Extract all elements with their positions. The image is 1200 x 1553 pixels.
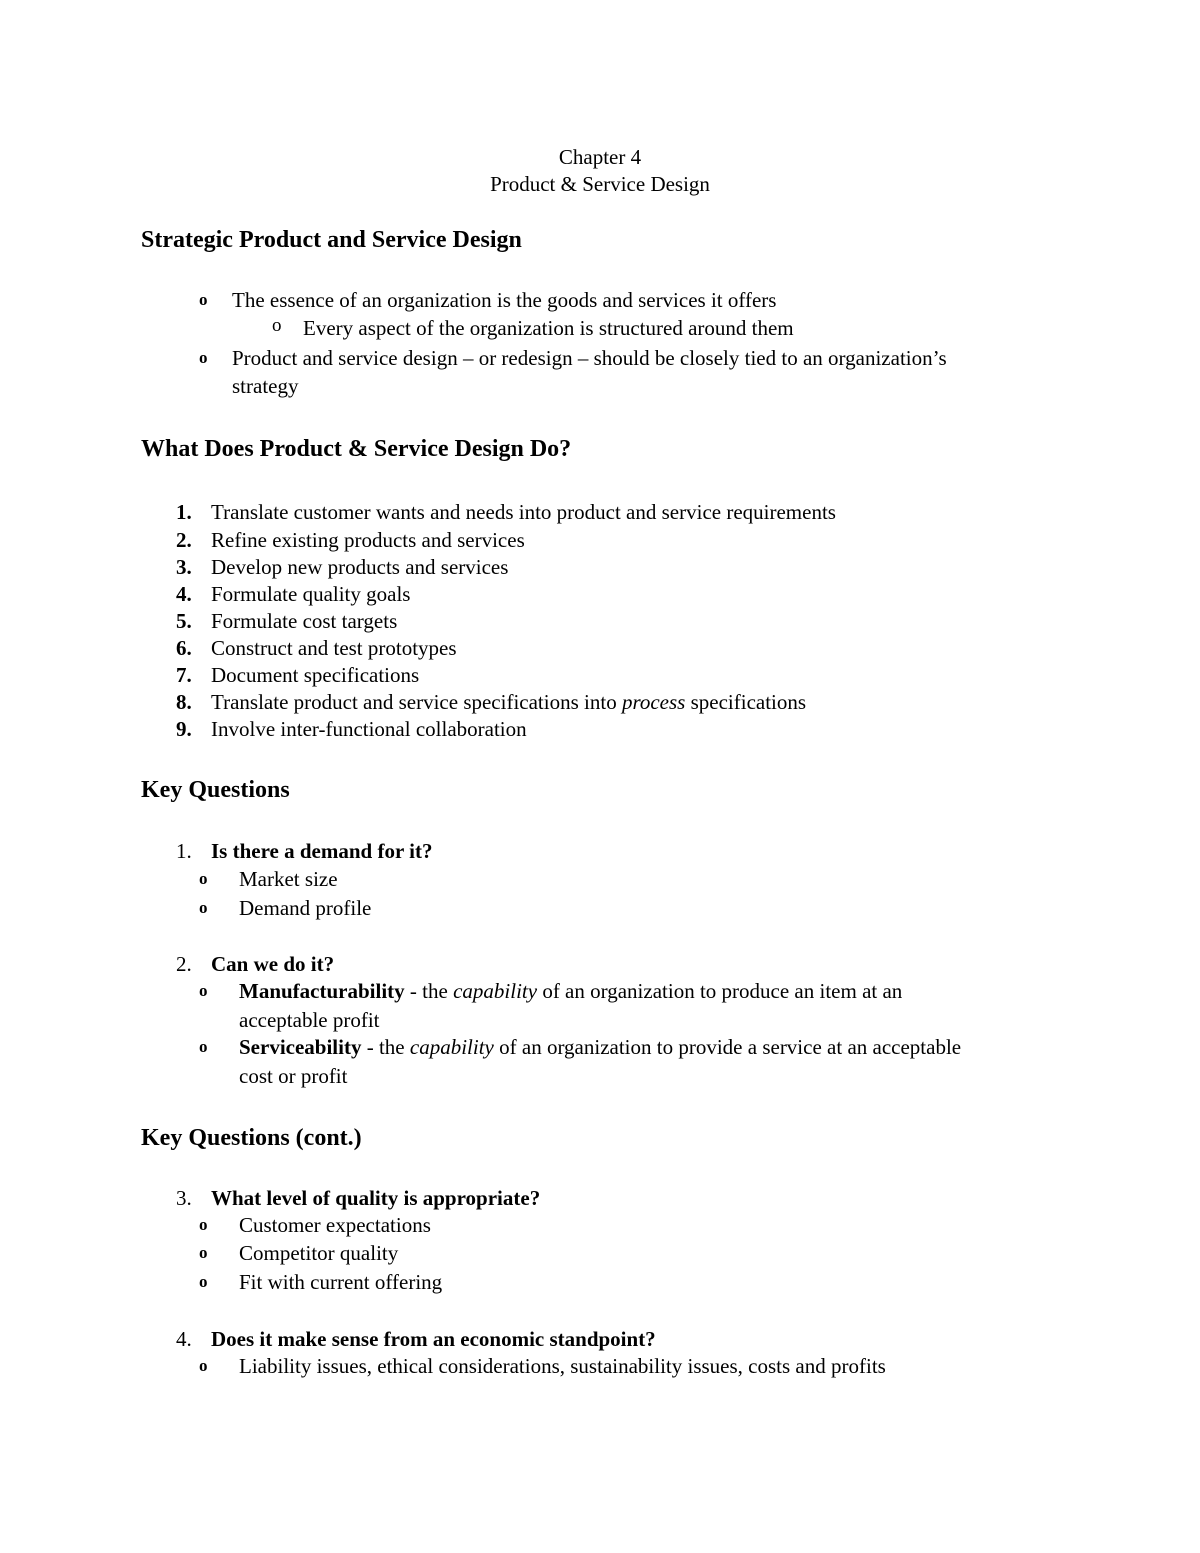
bullet-marker: o [199,1272,208,1291]
bullet-marker: o [199,1037,208,1056]
list-item: Develop new products and services [211,555,509,579]
emphasis-text: process [621,690,686,714]
term-text: Manufacturability [239,979,405,1003]
list-item: Translate customer wants and needs into product and service requirements [211,500,836,524]
list-number: 2. [176,528,192,552]
bullet-marker: o [199,290,208,309]
question-text: Can we do it? [211,952,335,976]
list-item: Construct and test prototypes [211,636,457,660]
list-number: 7. [176,663,192,687]
list-number: 3. [176,555,192,579]
question-number: 1. [176,839,192,863]
list-item: Competitor quality [239,1241,399,1265]
text-run: - the [361,1035,410,1059]
list-item: Fit with current offering [239,1270,443,1294]
question-number: 3. [176,1186,192,1210]
question-number: 2. [176,952,192,976]
bullet-marker: o [199,869,208,888]
sub-bullet-marker: o [272,315,282,336]
chapter-label: Chapter 4 [558,145,642,169]
bullet-marker: o [199,898,208,917]
question-number: 4. [176,1327,192,1351]
list-number: 4. [176,582,192,606]
list-item-continuation: cost or profit [239,1064,348,1088]
list-item-continuation: strategy [232,374,299,398]
list-item: Product and service design – or redesign – should be closely tied to an organization’s [232,346,947,370]
list-item [239,1033,961,1061]
section-heading-what-does: What Does Product & Service Design Do? [141,436,572,462]
list-item: Refine existing products and services [211,528,525,552]
list-item [239,977,902,1005]
section-heading-key-questions: Key Questions [141,777,290,803]
section-heading-strategic: Strategic Product and Service Design [141,227,522,253]
emphasis-text: capability [409,1035,494,1059]
text-run: specifications [685,690,807,714]
list-item-continuation: acceptable profit [239,1008,380,1032]
question-text: What level of quality is appropriate? [211,1186,541,1210]
list-number: 1. [176,500,192,524]
bullet-marker: o [199,1243,208,1262]
bullet-marker: o [199,1215,208,1234]
list-number: 6. [176,636,192,660]
question-text: Does it make sense from an economic standpoint? [211,1327,656,1351]
list-number: 9. [176,717,192,741]
emphasis-text: capability [453,979,538,1003]
list-item: Formulate quality goals [211,582,411,606]
bullet-marker: o [199,981,208,1000]
list-item: Involve inter-functional collaboration [211,717,527,741]
list-item: Market size [239,867,338,891]
list-item [211,688,806,716]
list-item: Formulate cost targets [211,609,398,633]
bullet-marker: o [199,348,208,367]
page-title: Product & Service Design [490,172,710,196]
section-heading-key-questions-cont: Key Questions (cont.) [141,1125,362,1151]
list-item: Customer expectations [239,1213,431,1237]
list-item: The essence of an organization is the goods and services it offers [232,288,777,312]
text-run: - the [404,979,454,1003]
text-run: of an organization to provide a service at an acceptable [493,1035,962,1059]
text-run: Translate product and service specifications into [211,690,622,714]
list-item: Demand profile [239,896,372,920]
list-number: 8. [176,690,192,714]
list-item: Document specifications [211,663,420,687]
text-run: of an organization to produce an item at an [537,979,903,1003]
bullet-marker: o [199,1356,208,1375]
term-text: Serviceability [239,1035,362,1059]
list-item: Liability issues, ethical considerations, sustainability issues, costs and profits [239,1354,886,1378]
list-subitem: Every aspect of the organization is structured around them [303,316,794,340]
question-text: Is there a demand for it? [211,839,433,863]
list-number: 5. [176,609,192,633]
